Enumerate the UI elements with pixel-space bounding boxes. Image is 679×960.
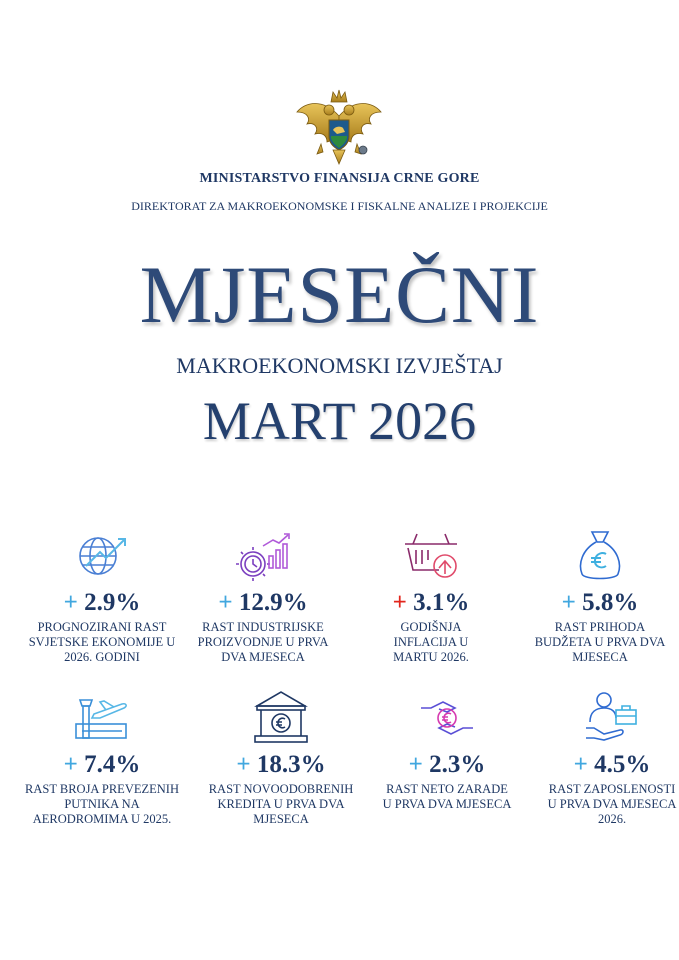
stat-description: RAST INDUSTRIJSKE PROIZVODNJE U PRVA DVA MJESECA — [197, 620, 329, 664]
stat-description: RAST BROJA PREVEZENIH PUTNIKA NA AERODROMIMA U 2025. — [25, 782, 179, 826]
stat-description: RAST ZAPOSLENOSTI U PRVA DVA MJESECA 2026. — [547, 782, 677, 826]
report-subtitle: MAKROEKONOMSKI IZVJEŠTAJ — [176, 353, 503, 378]
stat-value: 2.3% — [429, 751, 486, 778]
shopping-basket-icon — [401, 526, 461, 586]
stat-value: 4.5% — [594, 751, 651, 778]
plus-sign: + — [408, 751, 423, 778]
stat-description: PROGNOZIRANI RAST SVJETSKE EKONOMIJE U 2026. GODINI — [28, 620, 176, 664]
stat-card-airports — [17, 688, 187, 827]
ministry-name: MINISTARSTVO FINANSIJA CRNE GORE — [199, 171, 480, 186]
report-title: MJESEČNI — [139, 249, 540, 340]
stat-card-wages — [362, 688, 532, 812]
stat-value: 2.9% — [84, 589, 141, 616]
stat-value: 12.9% — [238, 589, 308, 616]
directorate-name: DIREKTORAT ZA MAKROEKONOMSKE I FISKALNE ANALIZE I PROJEKCIJE — [131, 199, 548, 213]
plus-sign: + — [218, 589, 233, 616]
stat-description: GODIŠNJA INFLACIJA U MARTU 2026. — [393, 620, 469, 664]
plus-sign: + — [573, 751, 588, 778]
industry-chart-icon — [233, 526, 293, 586]
plus-sign: + — [63, 589, 78, 616]
report-month: MART 2026 — [202, 391, 477, 451]
stat-card-loans — [196, 688, 366, 827]
stat-card-inflation — [346, 526, 516, 665]
plus-sign: + — [63, 751, 78, 778]
stat-value: 18.3% — [256, 751, 326, 778]
stat-description: RAST PRIHODA BUDŽETA U PRVA DVA MJESECA — [534, 620, 666, 664]
euro-money-bag-icon — [570, 526, 630, 586]
bank-euro-icon — [251, 688, 311, 748]
hand-euro-coin-icon — [417, 688, 477, 748]
stat-description: RAST NOVOODOBRENIH KREDITA U PRVA DVA MJESECA — [208, 782, 354, 826]
employee-briefcase-icon — [582, 688, 642, 748]
stat-card-employment — [527, 688, 679, 827]
coat-of-arms-icon — [293, 88, 385, 168]
plus-sign: + — [392, 589, 407, 616]
stat-card-world-growth — [17, 526, 187, 665]
plus-sign: + — [236, 751, 251, 778]
stat-card-industry — [178, 526, 348, 665]
stat-value: 3.1% — [413, 589, 470, 616]
globe-growth-icon — [72, 526, 132, 586]
stat-value: 5.8% — [582, 589, 639, 616]
stat-description: RAST NETO ZARADE U PRVA DVA MJESECA — [382, 782, 512, 811]
plus-sign: + — [561, 589, 576, 616]
stat-value: 7.4% — [84, 751, 141, 778]
stat-card-budget — [515, 526, 679, 665]
airport-plane-icon — [72, 688, 132, 748]
